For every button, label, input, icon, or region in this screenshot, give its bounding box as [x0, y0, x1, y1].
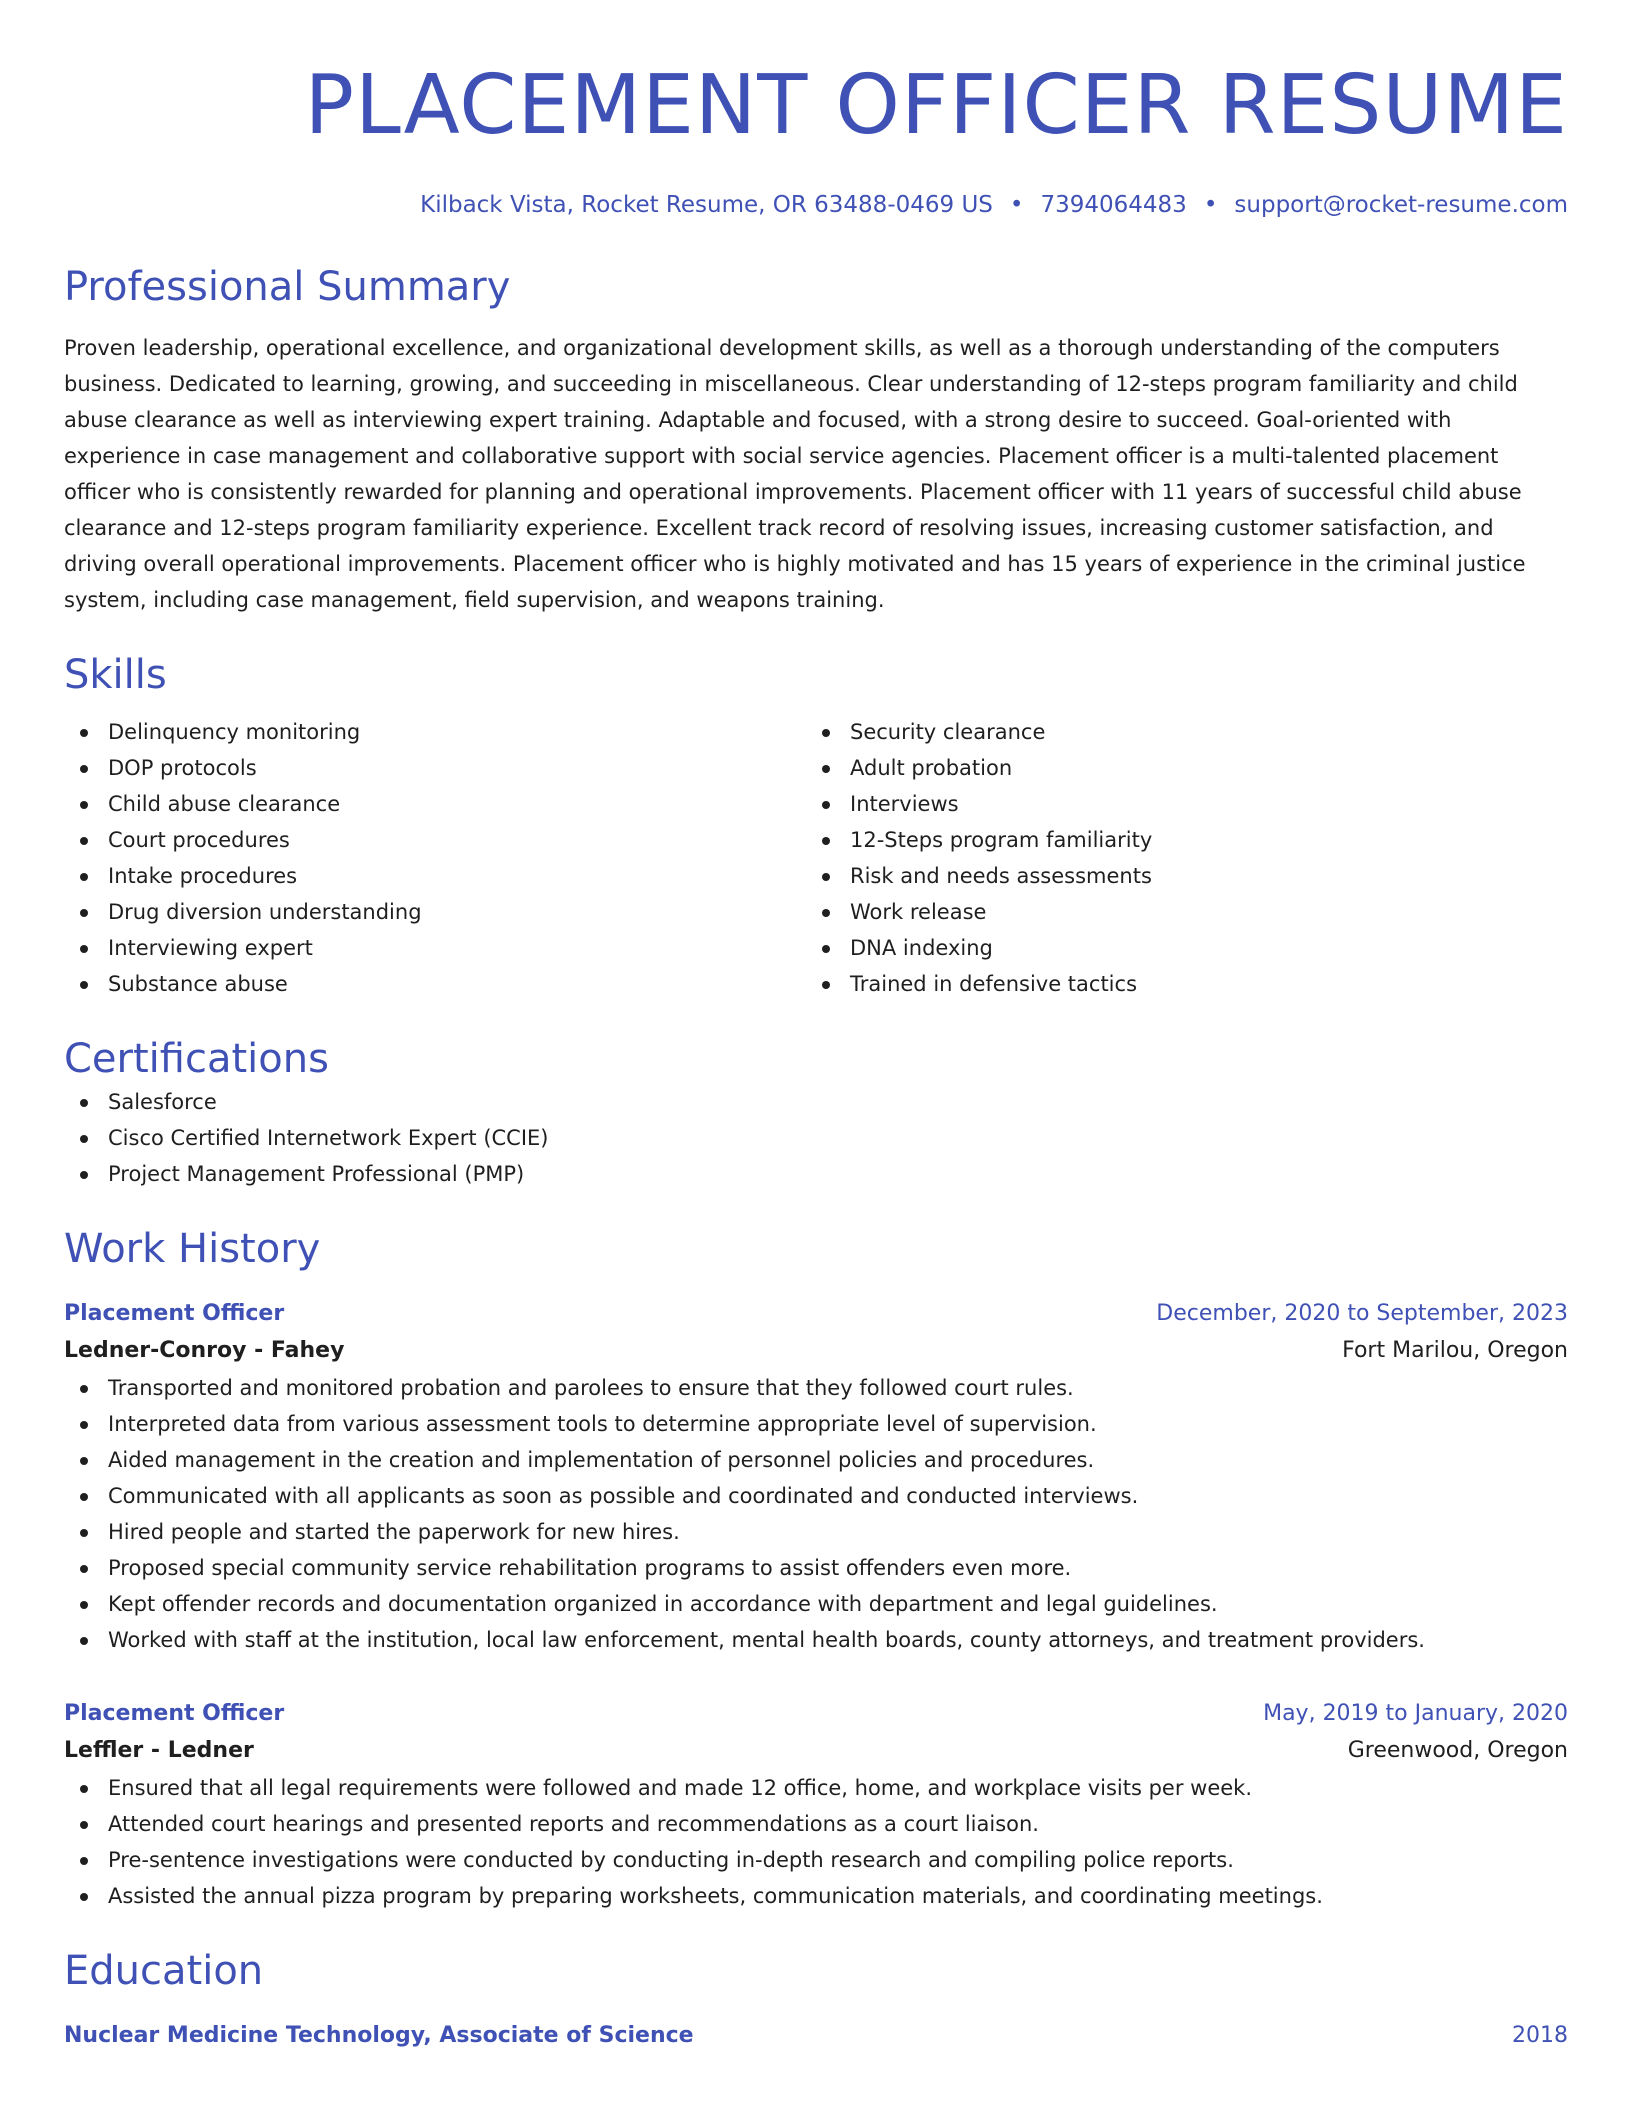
job-duty-item — [64, 1478, 1568, 1514]
skill-item — [64, 786, 806, 822]
job-duty-text: Ensured that all legal requirements were followed and made 12 office, home, and workplace visits per week. — [108, 1776, 1252, 1800]
certification-label: Salesforce — [108, 1090, 217, 1114]
certifications-heading: Certifications — [64, 1036, 329, 1082]
skill-label: Court procedures — [108, 828, 290, 852]
skill-label: Security clearance — [850, 720, 1046, 744]
bullet-icon — [80, 765, 88, 773]
job-location: Greenwood, Oregon — [1347, 1738, 1568, 1763]
job-duty-item — [64, 1514, 1568, 1550]
skill-label: Child abuse clearance — [108, 792, 341, 816]
job-header-row — [64, 1696, 1568, 1732]
bullet-icon — [80, 1529, 88, 1537]
skill-label: Risk and needs assessments — [850, 864, 1152, 888]
bullet-icon — [822, 945, 830, 953]
job-duty-text: Interpreted data from various assessment tools to determine appropriate level of supervision. — [108, 1412, 1097, 1436]
bullet-icon — [80, 1385, 88, 1393]
bullet-icon — [80, 837, 88, 845]
bullet-icon — [80, 1601, 88, 1609]
skill-label: Trained in defensive tactics — [850, 972, 1138, 996]
job-title: Placement Officer — [64, 1701, 285, 1726]
skill-item — [64, 930, 806, 966]
job-duty-item — [64, 1550, 1568, 1586]
contact-separator: • — [1203, 192, 1218, 218]
bullet-icon — [822, 873, 830, 881]
bullet-icon — [80, 1785, 88, 1793]
skills-heading: Skills — [64, 652, 167, 698]
skill-item — [806, 750, 1548, 786]
education-degree: Nuclear Medicine Technology, Associate of Science — [64, 2023, 694, 2048]
contact-separator: • — [1009, 192, 1024, 218]
skills-list-right — [806, 714, 1548, 1002]
education-heading: Education — [64, 1948, 264, 1994]
job-location: Fort Marilou, Oregon — [1342, 1338, 1568, 1363]
job-duty-item — [64, 1370, 1568, 1406]
bullet-icon — [80, 801, 88, 809]
job-title: Placement Officer — [64, 1301, 285, 1326]
contact-address: Kilback Vista, Rocket Resume, OR 63488-0469 US — [420, 192, 993, 218]
job-company: Leffler - Ledner — [64, 1738, 254, 1763]
bullet-icon — [80, 1099, 88, 1107]
education-row — [64, 2018, 1568, 2054]
skill-label: Drug diversion understanding — [108, 900, 422, 924]
bullet-icon — [80, 1171, 88, 1179]
bullet-icon — [80, 1893, 88, 1901]
skill-item — [806, 966, 1548, 1002]
bullet-icon — [80, 1421, 88, 1429]
bullet-icon — [80, 1135, 88, 1143]
skill-item — [806, 930, 1548, 966]
skills-list-left — [64, 714, 806, 1002]
resume-page — [64, 0, 1568, 2054]
education-year: 2018 — [1512, 2023, 1568, 2048]
job-duties-list — [64, 1370, 1568, 1658]
skill-item — [64, 966, 806, 1002]
bullet-icon — [822, 801, 830, 809]
job-duty-item — [64, 1622, 1568, 1658]
bullet-icon — [80, 1493, 88, 1501]
job-entry — [64, 1296, 1568, 1658]
bullet-icon — [822, 765, 830, 773]
skill-label: DNA indexing — [850, 936, 993, 960]
job-duty-text: Assisted the annual pizza program by preparing worksheets, communication materials, and coordinating meetings. — [108, 1884, 1323, 1908]
job-duty-text: Proposed special community service rehabilitation programs to assist offenders even more. — [108, 1556, 1072, 1580]
skill-label: Substance abuse — [108, 972, 288, 996]
bullet-icon — [80, 1821, 88, 1829]
skill-item — [806, 858, 1548, 894]
certification-item — [64, 1120, 1568, 1156]
job-entry — [64, 1696, 1568, 1914]
skill-item — [806, 822, 1548, 858]
bullet-icon — [80, 1457, 88, 1465]
job-duty-item — [64, 1806, 1568, 1842]
skills-columns — [64, 714, 1568, 1002]
job-duty-text: Worked with staff at the institution, local law enforcement, mental health boards, county attorneys, and treatment providers. — [108, 1628, 1425, 1652]
job-duty-text: Transported and monitored probation and parolees to ensure that they followed court rules. — [108, 1376, 1074, 1400]
bullet-icon — [822, 837, 830, 845]
job-duty-text: Aided management in the creation and implementation of personnel policies and procedures. — [108, 1448, 1095, 1472]
certifications-list — [64, 1084, 1568, 1192]
skill-label: 12-Steps program familiarity — [850, 828, 1153, 852]
bullet-icon — [80, 1857, 88, 1865]
bullet-icon — [80, 873, 88, 881]
skill-item — [806, 714, 1548, 750]
job-duty-item — [64, 1842, 1568, 1878]
bullet-icon — [80, 909, 88, 917]
bullet-icon — [822, 729, 830, 737]
job-duty-item — [64, 1406, 1568, 1442]
job-duty-item — [64, 1770, 1568, 1806]
skill-label: DOP protocols — [108, 756, 257, 780]
job-header-row — [64, 1296, 1568, 1332]
job-duty-text: Pre-sentence investigations were conducted by conducting in-depth research and compiling police reports. — [108, 1848, 1234, 1872]
bullet-icon — [80, 729, 88, 737]
certification-item — [64, 1084, 1568, 1120]
skill-label: Adult probation — [850, 756, 1013, 780]
skill-item — [64, 714, 806, 750]
contact-email: support@rocket-resume.com — [1234, 192, 1568, 218]
job-duty-item — [64, 1586, 1568, 1622]
skill-label: Interviewing expert — [108, 936, 313, 960]
skill-item — [64, 858, 806, 894]
skill-item — [64, 750, 806, 786]
skill-label: Work release — [850, 900, 987, 924]
job-duty-text: Communicated with all applicants as soon as possible and coordinated and conducted interviews. — [108, 1484, 1139, 1508]
bullet-icon — [80, 981, 88, 989]
job-duty-text: Kept offender records and documentation organized in accordance with department and legal guidelines. — [108, 1592, 1218, 1616]
bullet-icon — [822, 909, 830, 917]
job-duty-item — [64, 1878, 1568, 1914]
certification-label: Cisco Certified Internetwork Expert (CCIE) — [108, 1126, 549, 1150]
job-employer-row — [64, 1332, 1568, 1370]
skill-item — [64, 894, 806, 930]
bullet-icon — [80, 1565, 88, 1573]
job-dates: December, 2020 to September, 2023 — [1156, 1301, 1568, 1326]
skill-item — [64, 822, 806, 858]
work-history-heading: Work History — [64, 1226, 321, 1272]
job-duties-list — [64, 1770, 1568, 1914]
skill-item — [806, 786, 1548, 822]
skill-item — [806, 894, 1548, 930]
resume-title: PLACEMENT OFFICER RESUME — [304, 58, 1568, 153]
job-duty-text: Attended court hearings and presented reports and recommendations as a court liaison. — [108, 1812, 1039, 1836]
bullet-icon — [80, 945, 88, 953]
bullet-icon — [80, 1637, 88, 1645]
skill-label: Interviews — [850, 792, 959, 816]
skill-label: Delinquency monitoring — [108, 720, 361, 744]
bullet-icon — [822, 981, 830, 989]
job-company: Ledner-Conroy - Fahey — [64, 1338, 345, 1363]
summary-text: Proven leadership, operational excellence, and organizational development skills, as well as a thorough understanding of the computers business. Dedicated to learning, growing, and succeeding in miscellaneous. Clear understanding of 12-steps program familiarity and child abuse clearance as well as interviewing expert training. Adaptable and focused, with a strong desire to succeed. Goal-oriented with experience in case management and collaborative support with social service agencies. Placement officer is a multi-talented placement officer who is consistently rewarded for planning and operational improvements. Placement officer with 11 years of successful child abuse clearance and 12-steps program familiarity experience. Excellent track record of resolving issues, increasing customer satisfaction, and driving overall operational improvements. Placement officer who is highly motivated and has 15 years of experience in the criminal justice system, including case management, field supervision, and weapons training. — [64, 336, 1526, 612]
certification-label: Project Management Professional (PMP) — [108, 1162, 525, 1186]
skill-label: Intake procedures — [108, 864, 298, 888]
job-dates: May, 2019 to January, 2020 — [1263, 1701, 1568, 1726]
contact-phone: 7394064483 — [1040, 192, 1187, 218]
job-employer-row — [64, 1732, 1568, 1770]
job-duty-text: Hired people and started the paperwork for new hires. — [108, 1520, 680, 1544]
summary-heading: Professional Summary — [64, 264, 511, 310]
contact-line — [64, 190, 1568, 220]
job-duty-item — [64, 1442, 1568, 1478]
certification-item — [64, 1156, 1568, 1192]
